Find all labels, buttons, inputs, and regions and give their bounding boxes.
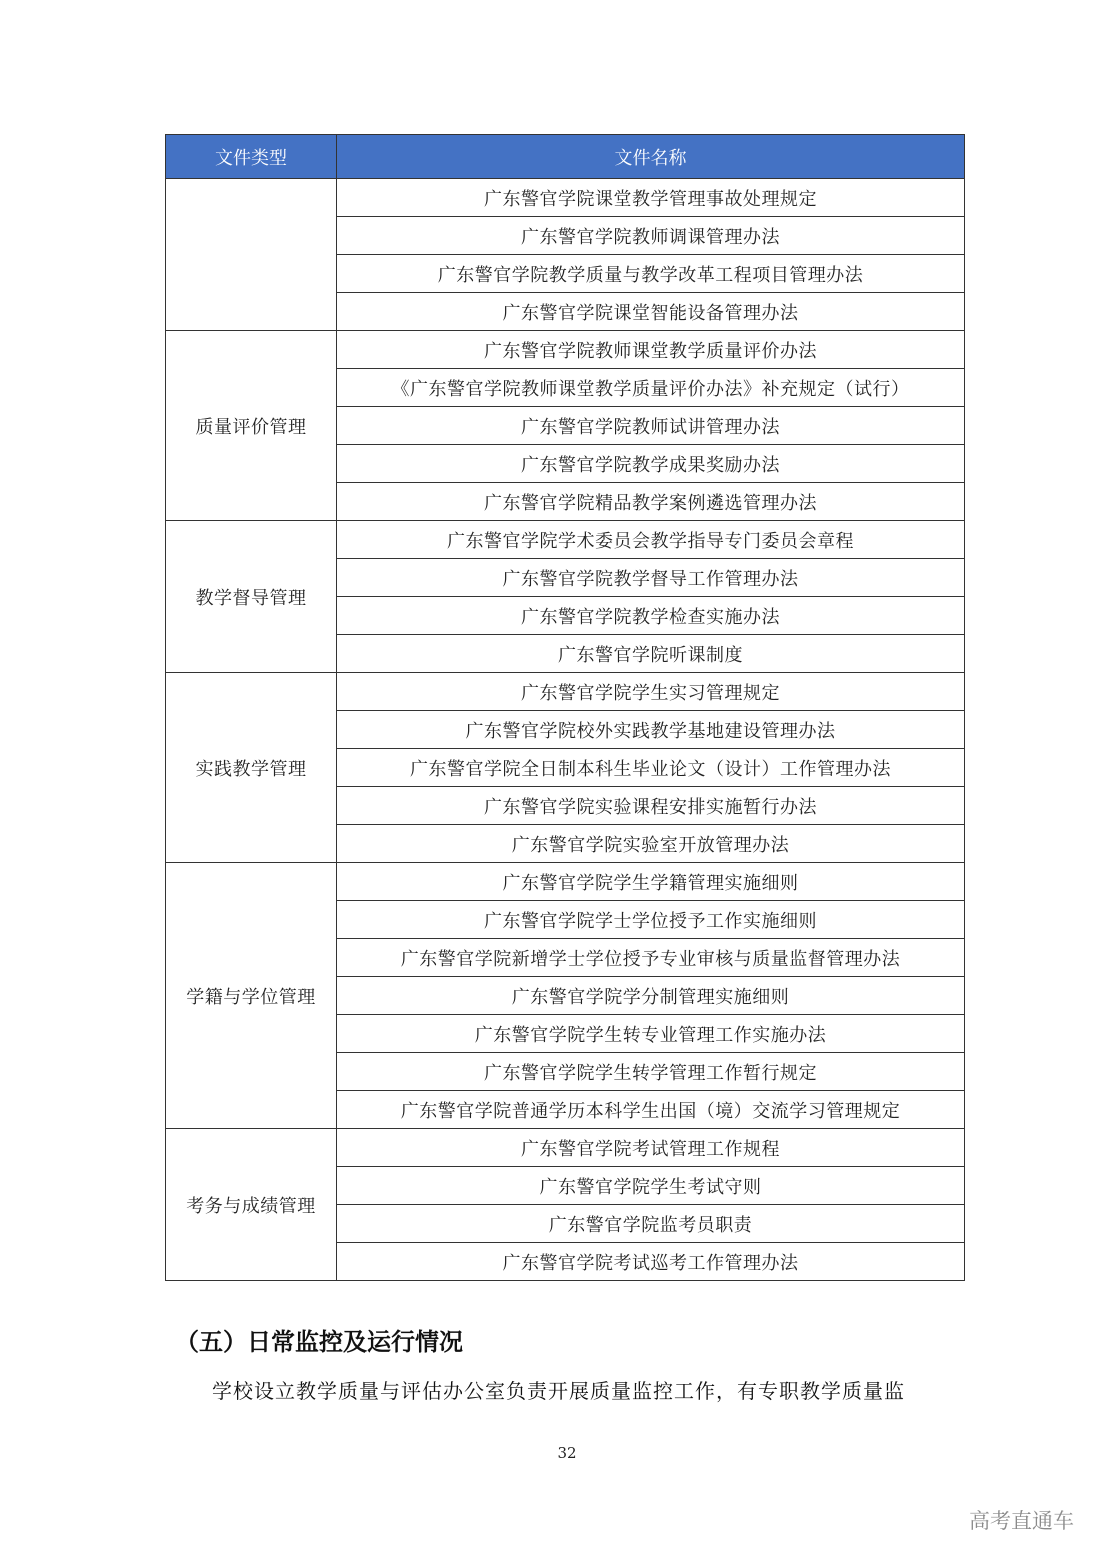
file-name-cell: 广东警官学院实验室开放管理办法 [337,825,965,863]
table-row [166,521,965,559]
table-row [166,673,965,711]
category-cell: 质量评价管理 [166,331,337,521]
file-name-cell: 广东警官学院学分制管理实施细则 [337,977,965,1015]
table-row [166,331,965,369]
file-name-cell: 广东警官学院课堂教学管理事故处理规定 [337,179,965,217]
file-name-cell: 广东警官学院监考员职责 [337,1205,965,1243]
file-name-cell: 广东警官学院教师课堂教学质量评价办法 [337,331,965,369]
header-file-type: 文件类型 [166,135,337,179]
table-header-row [166,135,965,179]
file-name-cell: 广东警官学院新增学士学位授予专业审核与质量监督管理办法 [337,939,965,977]
file-name-cell: 广东警官学院教师试讲管理办法 [337,407,965,445]
page-number: 32 [557,1444,577,1462]
file-name-cell: 《广东警官学院教师课堂教学质量评价办法》补充规定（试行） [337,369,965,407]
section-heading: （五）日常监控及运行情况 [175,1328,463,1356]
category-cell [166,179,337,331]
category-cell: 教学督导管理 [166,521,337,673]
file-name-cell: 广东警官学院考试巡考工作管理办法 [337,1243,965,1281]
category-cell: 实践教学管理 [166,673,337,863]
file-name-cell: 广东警官学院考试管理工作规程 [337,1129,965,1167]
category-cell: 考务与成绩管理 [166,1129,337,1281]
file-name-cell: 广东警官学院学术委员会教学指导专门委员会章程 [337,521,965,559]
header-file-name: 文件名称 [337,135,965,179]
file-name-cell: 广东警官学院学生转专业管理工作实施办法 [337,1015,965,1053]
file-name-cell: 广东警官学院教师调课管理办法 [337,217,965,255]
file-name-cell: 广东警官学院学生转学管理工作暂行规定 [337,1053,965,1091]
file-name-cell: 广东警官学院学生实习管理规定 [337,673,965,711]
file-name-cell: 广东警官学院教学质量与教学改革工程项目管理办法 [337,255,965,293]
file-name-cell: 广东警官学院课堂智能设备管理办法 [337,293,965,331]
category-cell: 学籍与学位管理 [166,863,337,1129]
file-name-cell: 广东警官学院教学成果奖励办法 [337,445,965,483]
table-body [166,179,965,1281]
file-name-cell: 广东警官学院实验课程安排实施暂行办法 [337,787,965,825]
body-paragraph: 学校设立教学质量与评估办公室负责开展质量监控工作，有专职教学质量监 [212,1379,905,1403]
file-name-cell: 广东警官学院校外实践教学基地建设管理办法 [337,711,965,749]
file-name-cell: 广东警官学院学生学籍管理实施细则 [337,863,965,901]
table-row [166,863,965,901]
watermark: 高考直通车 [969,1509,1074,1533]
file-name-cell: 广东警官学院普通学历本科学生出国（境）交流学习管理规定 [337,1091,965,1129]
file-name-cell: 广东警官学院教学检查实施办法 [337,597,965,635]
table-row [166,179,965,217]
file-name-cell: 广东警官学院学士学位授予工作实施细则 [337,901,965,939]
file-name-cell: 广东警官学院学生考试守则 [337,1167,965,1205]
file-name-cell: 广东警官学院听课制度 [337,635,965,673]
file-name-cell: 广东警官学院教学督导工作管理办法 [337,559,965,597]
file-name-cell: 广东警官学院全日制本科生毕业论文（设计）工作管理办法 [337,749,965,787]
document-table [165,134,965,1281]
file-name-cell: 广东警官学院精品教学案例遴选管理办法 [337,483,965,521]
table-row [166,1129,965,1167]
